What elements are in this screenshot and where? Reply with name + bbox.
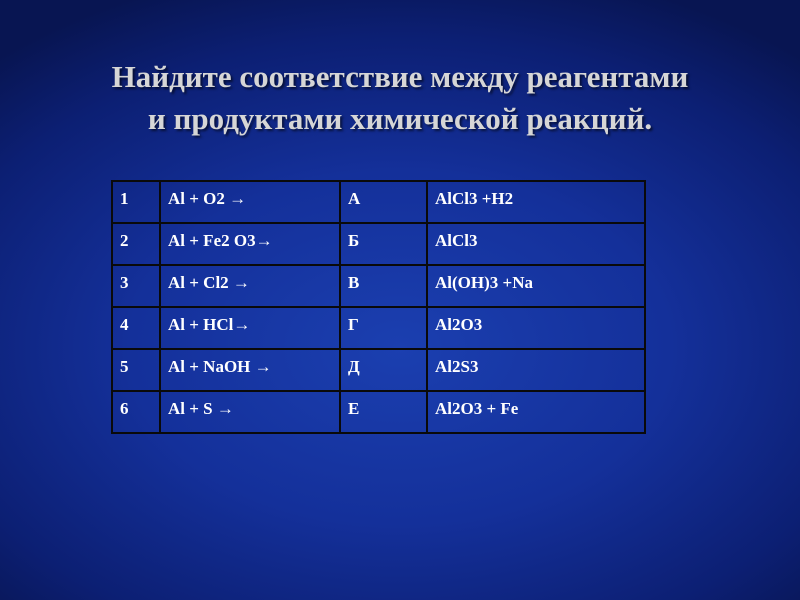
reagents-cell: Al + HCl→ xyxy=(160,307,340,349)
table-row xyxy=(112,391,645,433)
table-row xyxy=(112,307,645,349)
row-number: 2 xyxy=(112,223,160,265)
letter-cell: А xyxy=(340,181,427,223)
slide-title xyxy=(0,56,800,140)
table-row xyxy=(112,349,645,391)
row-number: 6 xyxy=(112,391,160,433)
row-number: 4 xyxy=(112,307,160,349)
reagents-cell: Al + NaOH → xyxy=(160,349,340,391)
row-number: 5 xyxy=(112,349,160,391)
table-row xyxy=(112,181,645,223)
letter-cell: Д xyxy=(340,349,427,391)
letter-cell: Б xyxy=(340,223,427,265)
matching-table xyxy=(111,180,646,434)
reagents-cell: Al + S → xyxy=(160,391,340,433)
row-number: 3 xyxy=(112,265,160,307)
reagents-cell: Al + Fe2 O3→ xyxy=(160,223,340,265)
product-cell: AlCl3 +H2 xyxy=(427,181,645,223)
product-cell: Al2O3 xyxy=(427,307,645,349)
letter-cell: Е xyxy=(340,391,427,433)
title-line-2: и продуктами химической реакций. xyxy=(147,101,653,136)
table-row xyxy=(112,265,645,307)
letter-cell: В xyxy=(340,265,427,307)
reagents-cell: Al + O2 → xyxy=(160,181,340,223)
product-cell: Al2S3 xyxy=(427,349,645,391)
reagents-cell: Al + Cl2 → xyxy=(160,265,340,307)
product-cell: Al2O3 + Fe xyxy=(427,391,645,433)
table-row xyxy=(112,223,645,265)
title-line-1: Найдите соответствие между реагентами xyxy=(111,59,689,94)
row-number: 1 xyxy=(112,181,160,223)
product-cell: Al(OH)3 +Na xyxy=(427,265,645,307)
product-cell: AlCl3 xyxy=(427,223,645,265)
letter-cell: Г xyxy=(340,307,427,349)
